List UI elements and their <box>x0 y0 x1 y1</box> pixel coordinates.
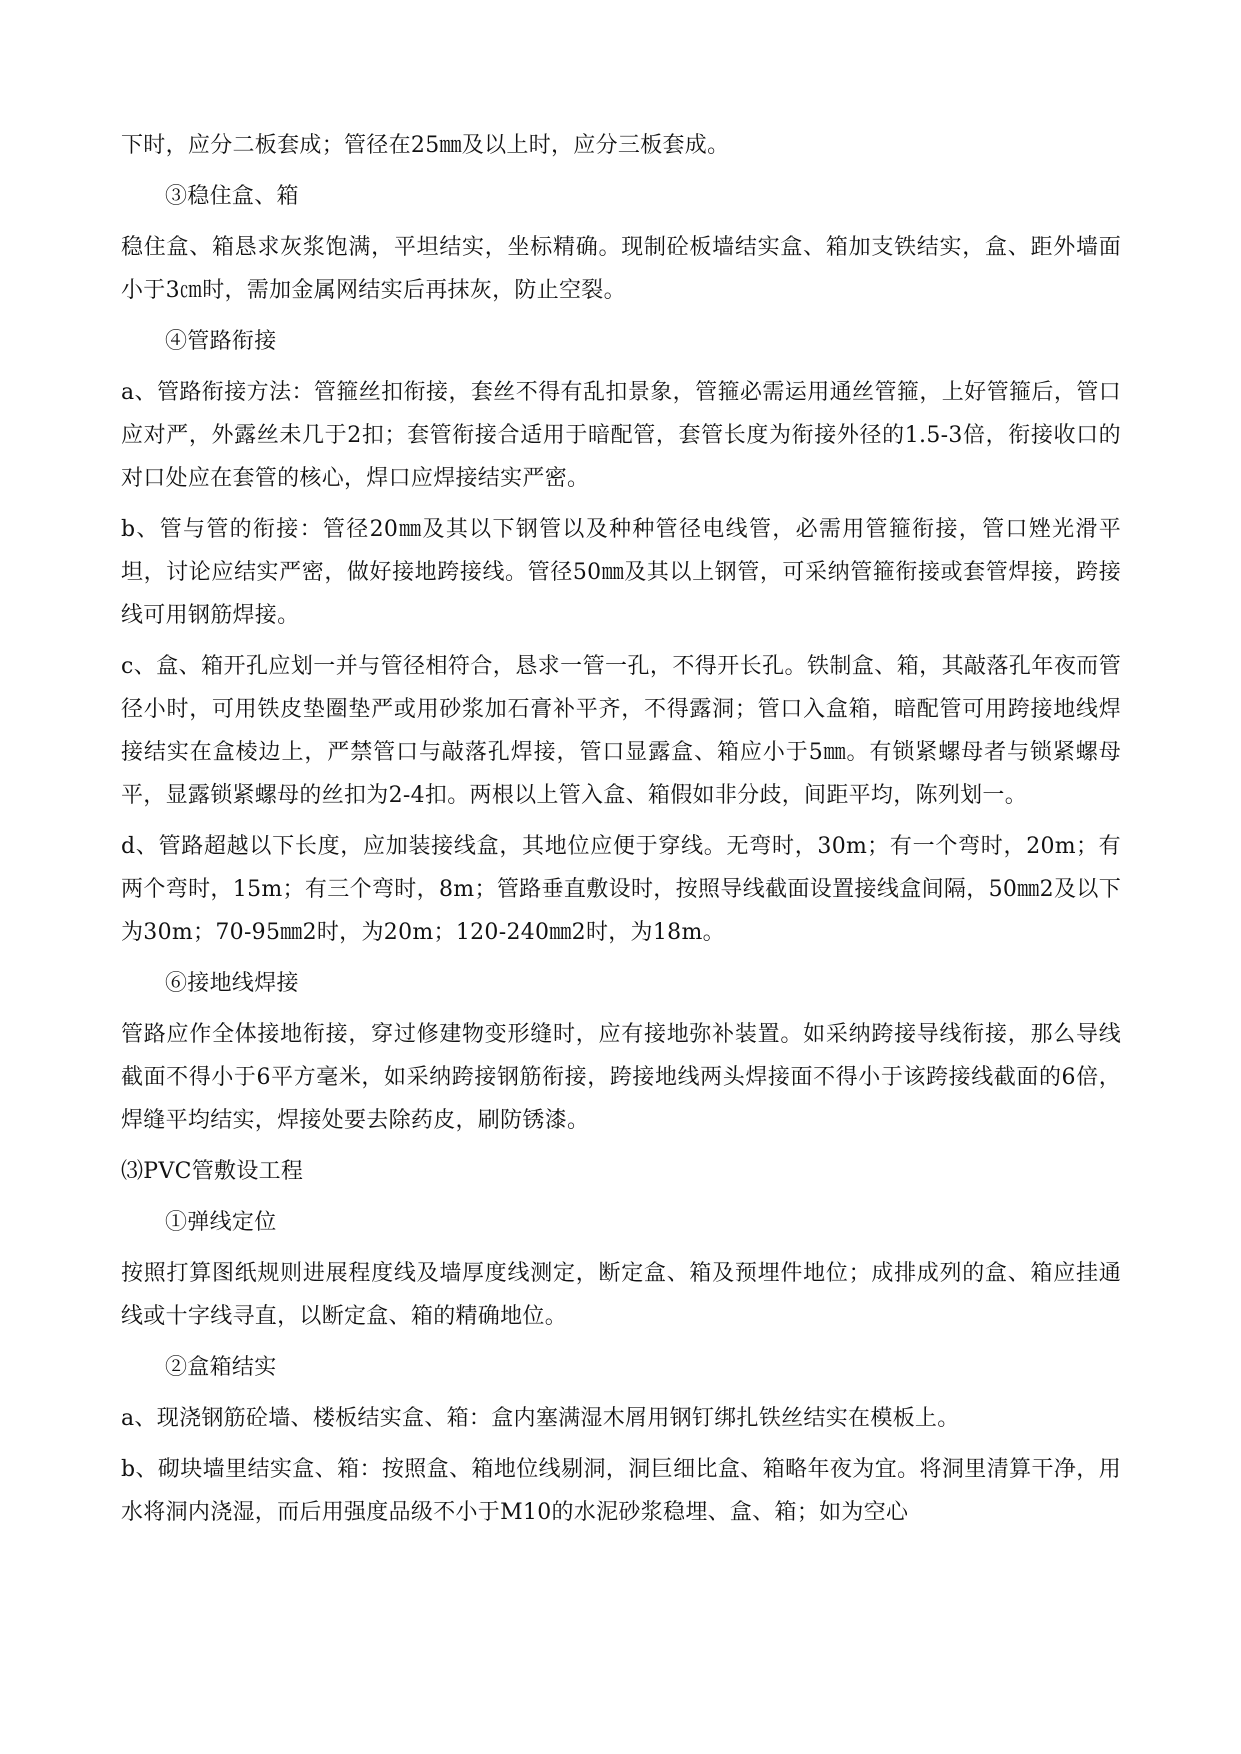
paragraph-pipe-threading-end: 下时，应分二板套成；管径在25㎜及以上时，应分三板套成。 <box>121 133 730 158</box>
document-body <box>121 124 1121 1542</box>
heading-line-positioning: ①弹线定位 <box>165 1210 277 1235</box>
heading-pipe-connection: ④管路衔接 <box>165 329 277 354</box>
paragraph-box-openings: c、盒、箱开孔应划一并与管径相符合，恳求一管一孔，不得开长孔。铁制盒、箱，其敲落孔年夜而管径小时，可用铁皮垫圈垫严或用砂浆加石膏补平齐，不得露洞；管口入盒箱，暗配管可用跨接地线焊接结实在盒棱边上，严禁管口与敲落孔焊接，管口显露盒、箱应小于5㎜。有锁紧螺母者与锁紧螺母平，显露锁紧螺母的丝扣为2-4扣。两根以上管入盒、箱假如非分歧，间距平均，陈列划一。 <box>121 654 1121 808</box>
paragraph-junction-boxes: d、管路超越以下长度，应加装接线盒，其地位应便于穿线。无弯时，30m；有一个弯时，20m；有两个弯时，15m；有三个弯时，8m；管路垂直敷设时，按照导线截面设置接线盒间隔，50㎜2及以下为30m；70-95㎜2时，为20m；120-240㎜2时，为18m。 <box>121 834 1121 945</box>
heading-ground-welding: ⑥接地线焊接 <box>165 971 299 996</box>
paragraph-pipe-to-pipe: b、管与管的衔接：管径20㎜及其以下钢管以及种种管径电线管，必需用管箍衔接，管口矬光滑平坦，讨论应结实严密，做好接地跨接线。管径50㎜及其以上钢管，可采纳管箍衔接或套管焊接，跨接线可用钢筋焊接。 <box>121 517 1121 628</box>
heading-box-fixing: ②盒箱结实 <box>165 1355 277 1380</box>
heading-stabilize-boxes: ③稳住盒、箱 <box>165 184 299 209</box>
section-pvc-pipe: ⑶PVC管敷设工程 <box>121 1159 304 1184</box>
paragraph-ground-welding: 管路应作全体接地衔接，穿过修建物变形缝时，应有接地弥补装置。如采纳跨接导线衔接，那么导线截面不得小于6平方毫米，如采纳跨接钢筋衔接，跨接地线两头焊接面不得小于该跨接线截面的6倍，焊缝平均结实，焊接处要去除药皮，刷防锈漆。 <box>121 1022 1121 1133</box>
paragraph-block-wall: b、砌块墙里结实盒、箱：按照盒、箱地位线剔洞，洞巨细比盒、箱略年夜为宜。将洞里清算干净，用水将洞内浇湿，而后用强度品级不小于M10的水泥砂浆稳埋、盒、箱；如为空心 <box>121 1457 1121 1525</box>
paragraph-cast-in-place: a、现浇钢筋砼墙、楼板结实盒、箱：盒内塞满湿木屑用钢钉绑扎铁丝结实在模板上。 <box>121 1406 960 1431</box>
paragraph-line-positioning: 按照打算图纸规则进展程度线及墙厚度线测定，断定盒、箱及预埋件地位；成排成列的盒、箱应挂通线或十字线寻直，以断定盒、箱的精确地位。 <box>121 1261 1121 1329</box>
paragraph-stabilize-boxes: 稳住盒、箱恳求灰浆饱满，平坦结实，坐标精确。现制砼板墙结实盒、箱加支铁结实，盒、距外墙面小于3㎝时，需加金属网结实后再抹灰，防止空裂。 <box>121 235 1121 303</box>
paragraph-connection-method: a、管路衔接方法：管箍丝扣衔接，套丝不得有乱扣景象，管箍必需运用通丝管箍，上好管箍后，管口应对严，外露丝未几于2扣；套管衔接合适用于暗配管，套管长度为衔接外径的1.5-3倍，衔接收口的对口处应在套管的核心，焊口应焊接结实严密。 <box>121 380 1121 491</box>
